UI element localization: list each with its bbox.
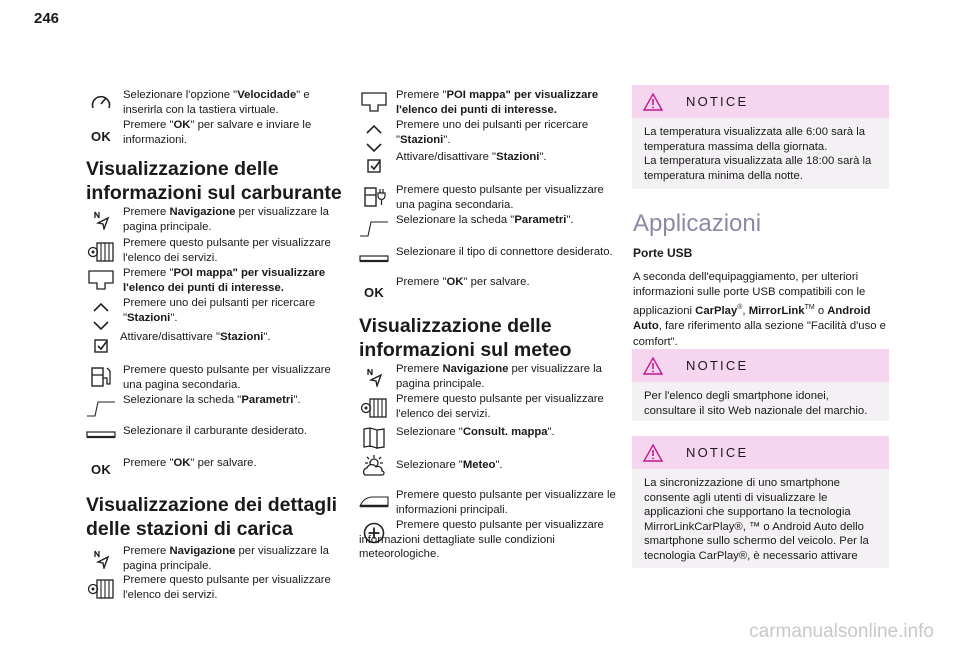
parameters-tab-icon — [86, 396, 116, 420]
notice-text: La sincronizzazione di uno smartphone consente agli utenti di visualizzare le applicazioni che supportano la tecnologia MirrorLinkCarPlay®, ™ o Android Auto dello smartphone sullo schermo del veicolo. Per la tecnologia CarPlay®, è necessario attivare — [644, 477, 869, 562]
notice-text: Per l'elenco degli smartphone idonei, consultare il sito Web nazionale del marchio. — [644, 390, 868, 417]
subheading-usb-ports: Porte USB — [633, 246, 693, 260]
checkbox-icon — [86, 334, 116, 358]
warning-triangle-icon — [642, 92, 664, 112]
fuel-pump-icon — [86, 365, 116, 389]
ok-icon: OK — [363, 284, 385, 300]
map-icon — [359, 426, 389, 450]
section-title-applications: Applicazioni — [633, 210, 762, 237]
notice-box-temperature — [632, 85, 889, 189]
navigation-icon — [359, 365, 389, 389]
map-poi-icon — [86, 268, 116, 292]
usb-paragraph: A seconda dell'equipaggiamento, per ulteriori informazioni sulle porte USB compatibili con le applicazioni CarPlay®, MirrorLink™ o Android Auto, fare riferimento alla sezione "Facilità d'uso e comfort". — [633, 271, 886, 348]
ok-icon: OK — [90, 461, 112, 477]
charging-plug-icon — [359, 185, 389, 209]
parameters-tab-icon — [359, 216, 389, 240]
selection-bar-icon — [359, 247, 389, 271]
main-info-icon — [359, 490, 389, 514]
warning-triangle-icon — [642, 356, 664, 376]
checkbox-icon — [359, 154, 389, 178]
warning-triangle-icon — [642, 443, 664, 463]
notice-label: NOTICE — [686, 94, 749, 109]
ok-icon: OK — [90, 128, 112, 144]
services-list-icon — [359, 396, 389, 420]
services-list-icon — [86, 240, 116, 264]
navigation-icon — [86, 547, 116, 571]
weather-icon — [359, 454, 389, 478]
watermark: carmanualsonline.info — [749, 621, 934, 642]
page-number: 246 — [34, 10, 60, 27]
notice-box-synchronisation — [632, 436, 889, 568]
notice-label: NOTICE — [686, 445, 749, 460]
heading-charging-stations: Visualizzazione dei dettagli delle stazioni di carica — [86, 494, 338, 540]
selection-bar-icon — [86, 423, 116, 447]
services-list-icon — [86, 577, 116, 601]
speedometer-icon — [86, 90, 116, 114]
notice-label: NOTICE — [686, 358, 749, 373]
navigation-icon — [86, 208, 116, 232]
map-poi-icon — [359, 90, 389, 114]
notice-text: La temperatura visualizzata alle 6:00 sarà la temperatura massima della giornata. La temperatura visualizzata alle 18:00 sarà la temperatura minima della notte. — [644, 126, 872, 182]
heading-weather: Visualizzazione delle informazioni sul meteo — [359, 315, 572, 361]
notice-box-smartphones — [632, 349, 889, 421]
heading-fuel: Visualizzazione delle informazioni sul carburante — [86, 158, 342, 204]
